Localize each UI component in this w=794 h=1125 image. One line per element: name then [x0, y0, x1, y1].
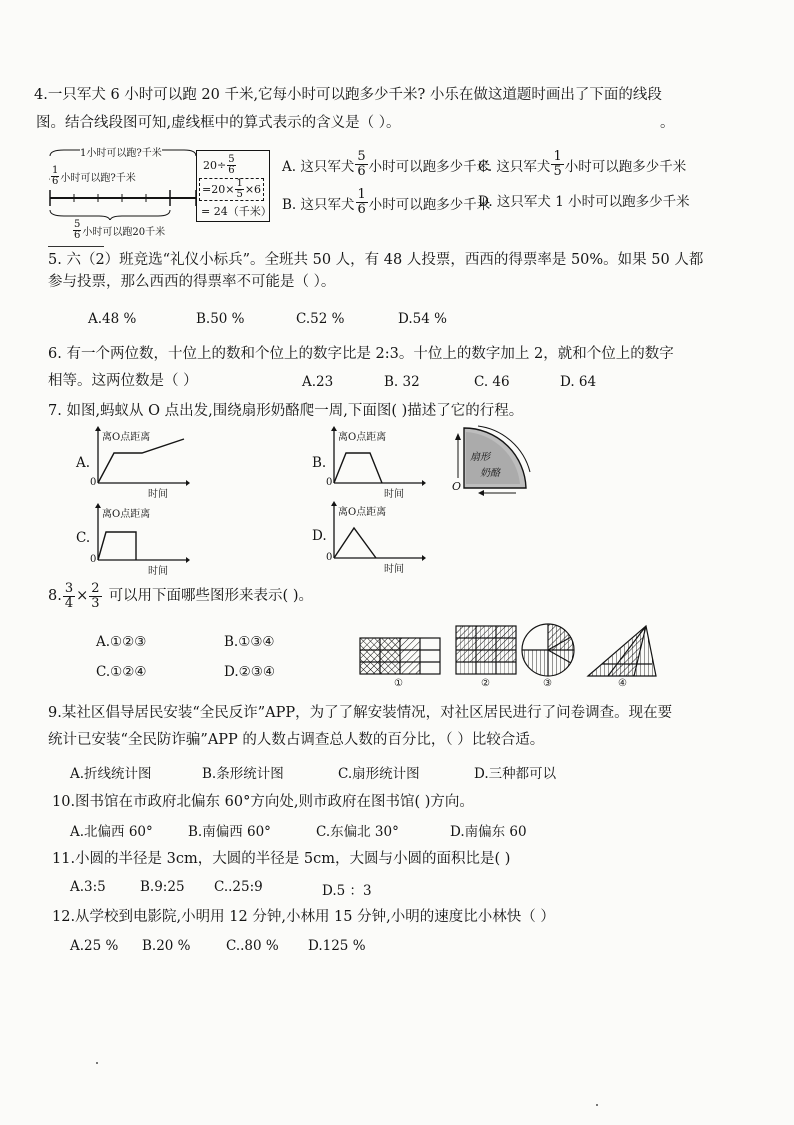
q10-option-c[interactable]: C.东偏北 30° [316, 824, 399, 840]
q9-option-b[interactable]: B.条形统计图 [202, 766, 284, 782]
q9-stem-line2: 统计已安装“全民防诈骗”APP 的人数占调查总人数的百分比，（ ）比较合适。 [48, 732, 545, 748]
scan-speck [96, 1062, 98, 1064]
q6-option-d[interactable]: D. 64 [560, 374, 597, 390]
q7-graph-d[interactable] [326, 500, 426, 575]
q12-stem: 12.从学校到电影院,小明用 12 分钟,小林用 15 分钟,小明的速度比小林快（ ） [52, 909, 555, 925]
q5-option-c[interactable]: C.52 % [296, 311, 345, 327]
q7-graph-d-xlabel: 时间 [384, 564, 404, 575]
q12-option-c[interactable]: C..80 % [226, 938, 279, 954]
q4-segment-diagram [44, 140, 204, 241]
q7-sector-figure [450, 420, 540, 496]
q8-option-c[interactable]: C.①②④ [96, 664, 147, 680]
q4-mid-label: 小时可以跑?千米 [60, 173, 136, 184]
q11-option-c[interactable]: C..25:9 [214, 879, 263, 895]
q11-option-a[interactable]: A.3:5 [70, 879, 106, 895]
q7-stem: 7. 如图,蚂蚁从 O 点出发,围绕扇形奶酪爬一周,下面图( )描述了它的行程。 [48, 403, 524, 419]
scan-speck [596, 1104, 598, 1106]
q5-option-b[interactable]: B.50 % [196, 311, 245, 327]
q6-option-c[interactable]: C. 46 [474, 374, 510, 390]
q8-figure1-grid [360, 638, 440, 674]
q7-sector-text2: 奶酪 [480, 468, 500, 479]
q6-stem-line1: 6. 有一个两位数，十位上的数和个位上的数字比是 2:3。十位上的数字加上 2，就和个位上的数字 [48, 346, 674, 362]
q8-figure2-grid [456, 626, 516, 674]
q4-bot-frac: $\frac{5}{6}$ [74, 219, 81, 241]
q7-graph-c-ylabel: 离O点距离 [102, 509, 151, 520]
q7-option-a-label[interactable]: A. [76, 455, 91, 471]
q5-stem-line2: 参与投票，那么西西的得票率不可能是（ ）。 [48, 274, 336, 290]
q4-bot-label: 小时可以跑20千米 [82, 227, 166, 238]
q11-option-b[interactable]: B.9:25 [140, 879, 185, 895]
q9-option-c[interactable]: C.扇形统计图 [338, 766, 420, 782]
q8-figure2-label: ② [481, 678, 490, 689]
q10-option-d[interactable]: D.南偏东 60 [450, 824, 527, 840]
q7-graph-c-xlabel: 时间 [148, 566, 168, 577]
q4-calc-frac2: $\frac{1}{5}$ [236, 178, 243, 200]
q4-calc-line1: 20÷ $\frac{5}{6}$ [203, 154, 235, 176]
q12-option-d[interactable]: D.125 % [308, 938, 366, 954]
q8-figures [356, 620, 666, 692]
q4-mid-label-group [50, 166, 136, 187]
q8-figure1-label: ① [394, 678, 403, 689]
q7-graph-c[interactable] [90, 502, 190, 577]
q6-stem-line2: 相等。这两位数是（ ） [48, 373, 198, 389]
q4-option-b-frac: 1 6 [357, 187, 366, 217]
q7-graph-a-xlabel: 时间 [148, 489, 168, 500]
q7-graph-b-origin: 0 [326, 477, 333, 488]
q4-option-a-frac: 5 6 [357, 149, 366, 179]
q7-graph-d-origin: 0 [326, 552, 333, 563]
q7-option-d-label[interactable]: D. [312, 528, 327, 544]
q4-stem-line1: 4.一只军犬 6 小时可以跑 20 千米,它每小时可以跑多少千米? 小乐在做这道题时画出了下面的线段 [34, 87, 662, 103]
q12-option-a[interactable]: A.25 % [70, 938, 119, 954]
q6-option-b[interactable]: B. 32 [384, 374, 420, 390]
q9-option-d[interactable]: D.三种都可以 [474, 766, 557, 782]
q7-graph-a[interactable] [90, 425, 190, 500]
q8-option-a[interactable]: A.①②③ [96, 634, 147, 650]
q5-option-d[interactable]: D.54 % [398, 311, 447, 327]
q11-stem: 11.小圆的半径是 3cm，大圆的半径是 5cm，大圆与小圆的面积比是( ) [52, 851, 511, 867]
q4-calc-line3: = 24（千米） [201, 205, 272, 218]
q7-sector-origin: O [452, 480, 462, 493]
q10-option-a[interactable]: A.北偏西 60° [70, 824, 153, 840]
q4-top-label: 1小时可以跑?千米 [80, 144, 162, 159]
q7-graph-c-origin: 0 [90, 554, 97, 565]
q10-stem: 10.图书馆在市政府北偏东 60°方向处,则市政府在图书馆( )方向。 [52, 794, 474, 810]
q8-option-b[interactable]: B.①③④ [224, 634, 275, 650]
q4-calc-frac1: $\frac{5}{6}$ [228, 154, 235, 176]
q7-graph-d-ylabel: 离O点距离 [338, 507, 387, 518]
q8-frac1: $\frac{3}{4}$ [64, 581, 74, 611]
q12-option-b[interactable]: B.20 % [142, 938, 191, 954]
q4-calc-line2-dashed: =20× $\frac{1}{5}$ ×6 [199, 178, 264, 201]
q4-calc-box [196, 150, 270, 222]
q4-option-a[interactable]: A. 这只军犬 5 6 小时可以跑多少千米 [282, 149, 491, 179]
q4-period: 。 [660, 115, 675, 131]
q4-mid-frac: $\frac{1}{6}$ [52, 165, 59, 187]
q7-graph-b-xlabel: 时间 [384, 489, 404, 500]
q4-option-d[interactable]: D. 这只军犬 1 小时可以跑多少千米 [478, 194, 690, 210]
q8-figure4-triangle [588, 626, 656, 676]
q11-option-d[interactable]: D.5 ：3 [322, 883, 372, 899]
q8-stem: 8. $\frac{3}{4}$ × $\frac{2}{3}$ 可以用下面哪些图形来表示( )。 [48, 581, 313, 611]
q4-option-b[interactable]: B. 这只军犬 1 6 小时可以跑多少千米 [282, 187, 491, 217]
q5-option-a[interactable]: A.48 % [88, 311, 137, 327]
stray-underline [48, 246, 104, 247]
q7-graph-a-ylabel: 离O点距离 [102, 432, 151, 443]
q7-graph-b-ylabel: 离O点距离 [338, 432, 387, 443]
q6-option-a[interactable]: A.23 [302, 374, 334, 390]
q7-graph-b[interactable] [326, 425, 426, 500]
q8-figure4-label: ④ [618, 678, 627, 689]
q4-option-c-frac: 1 5 [553, 149, 562, 179]
q4-option-c[interactable]: C. 这只军犬 1 5 小时可以跑多少千米 [478, 149, 687, 179]
q8-figure3-circle [522, 624, 574, 676]
q4-bot-label-group [72, 220, 165, 241]
q5-stem-line1: 5. 六（2）班竞选“礼仪小标兵”。全班共 50 人，有 48 人投票，西西的得票率是 50%。如果 50 人都 [48, 252, 704, 268]
q8-option-d[interactable]: D.②③④ [224, 664, 275, 680]
q7-graph-a-origin: 0 [90, 477, 97, 488]
q9-option-a[interactable]: A.折线统计图 [70, 766, 152, 782]
q7-option-b-label[interactable]: B. [312, 455, 327, 471]
q8-frac2: $\frac{2}{3}$ [91, 581, 100, 611]
q8-figure3-label: ③ [543, 678, 552, 689]
q10-option-b[interactable]: B.南偏西 60° [188, 824, 271, 840]
q9-stem-line1: 9.某社区倡导居民安装“全民反诈”APP，为了了解安装情况，对社区居民进行了问卷调查。现在要 [48, 705, 673, 721]
q7-sector-text1: 扇形 [470, 452, 490, 463]
q4-stem-line2: 图。结合线段图可知,虚线框中的算式表示的含义是（ ）。 [36, 115, 401, 131]
q7-option-c-label[interactable]: C. [76, 530, 91, 546]
